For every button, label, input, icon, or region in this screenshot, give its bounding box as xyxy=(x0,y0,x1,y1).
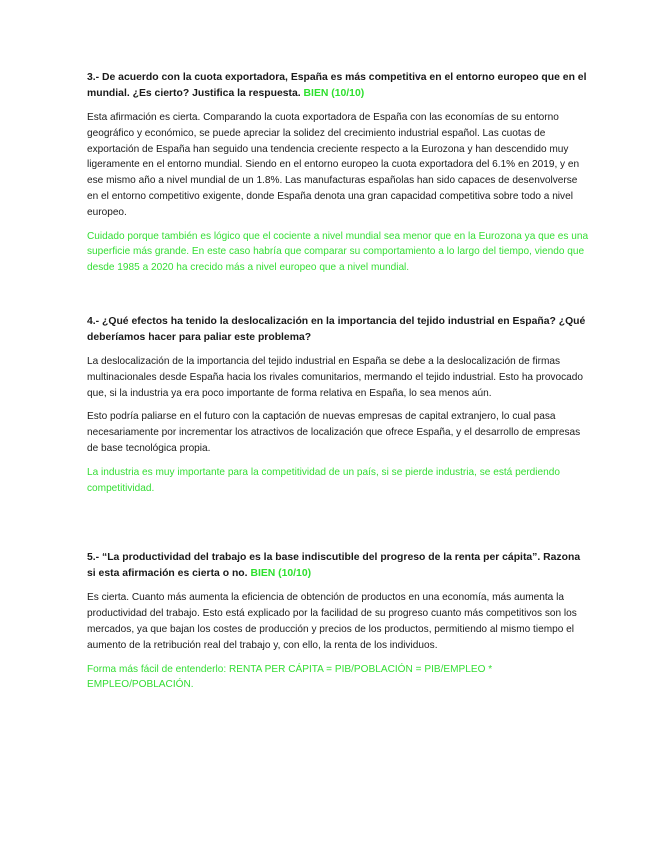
question-4-title: 4.- ¿Qué efectos ha tenido la deslocalización en la importancia del tejido industrial en España? ¿Qué deberíamos hacer para paliar este problema? xyxy=(87,315,586,343)
question-5-answer: Es cierta. Cuanto más aumenta la eficiencia de obtención de productos en una economía, más aumenta la productividad del trabajo. Esto está explicado por la facilidad de su progreso cuanto más competitivos son los mercados, ya que bajan los costes de producción y precios de los productos, permitiendo al mismo tiempo el aumento de la retribución real del trabajo y, con ello, la renta de los individuos. xyxy=(87,592,577,651)
question-3-comment: Cuidado porque también es lógico que el cociente a nivel mundial sea menor que en la Eurozona ya que es una superficie más grande. En este caso habría que comparar su comportamiento a lo largo del tiempo, viendo que desde 1985 a 2020 ha crecido más a nivel europeo que a nivel mundial. xyxy=(87,230,589,274)
question-4-comment: La industria es muy importante para la competitividad de un país, si se pierde industria, se está perdiendo competitividad. xyxy=(87,466,560,494)
question-4-section xyxy=(87,314,590,496)
question-5-title xyxy=(87,550,590,582)
question-3-text: 3.- De acuerdo con la cuota exportadora, España es más competitiva en el entorno europeo que en el mundial. ¿Es cierto? Justifica la respuesta. xyxy=(87,72,587,99)
question-4-answer-paragraph-2: Esto podría paliarse en el futuro con la captación de nuevas empresas de capital extranjero, lo cual pasa necesariamente por incrementar los atractivos de localización que ofrece España, y el desarrollo de empresas de base tecnológica propia. xyxy=(87,411,581,454)
question-5-text: 5.- “La productividad del trabajo es la base indiscutible del progreso de la renta per cápita”. Razona si esta afirmación es cierta o no. xyxy=(87,552,581,580)
question-4-answer-paragraph-1: La deslocalización de la importancia del tejido industrial en España se debe a la deslocalización de firmas multinacionales desde España hacia los rivales comunitarios, mermando el tejido industrial. Esto ha provocado que, si la industria ya era poco importante de forma relativa en España, lo sea menos aún. xyxy=(87,355,583,399)
question-5-section xyxy=(87,550,590,693)
question-3-title xyxy=(87,70,590,102)
question-5-comment: Forma más fácil de entenderlo: RENTA PER CÁPITA = PIB/POBLACIÓN = PIB/EMPLEO * EMPLEO/POBLACIÓN. xyxy=(87,663,493,691)
question-5-grade: BIEN (10/10) xyxy=(250,568,312,580)
question-3-grade: BIEN (10/10) xyxy=(303,88,365,99)
question-3-answer: Esta afirmación es cierta. Comparando la cuota exportadora de España con las economías de su entorno geográfico y económico, se puede apreciar la solidez del crecimiento industrial español. Las cuotas de exportación de España han seguido una tendencia creciente respecto a la Eurozona y han descendido muy ligeramente en el entorno mundial. Siendo en el entorno europeo la cuota exportadora del 6.1% en 2019, y en ese mismo año a nivel mundial de un 1.8%. Las manufacturas españolas han sido capaces de desenvolverse en el entorno competitivo exigente, donde España denota una gran capacidad competitiva sobre todo a nivel europeo. xyxy=(87,112,580,218)
question-3-section xyxy=(87,70,590,276)
